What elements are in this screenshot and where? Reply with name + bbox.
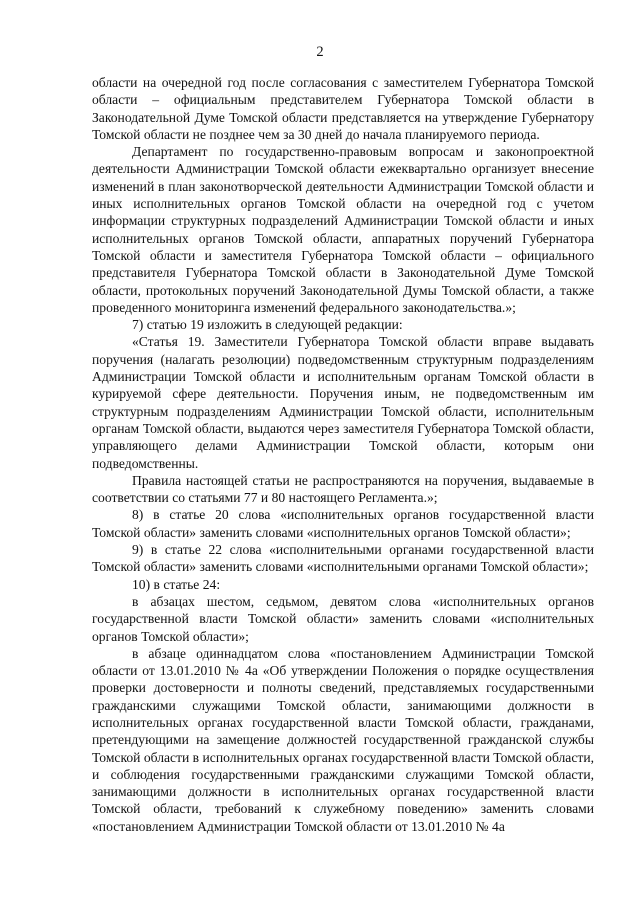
paragraph-article-19-rules: Правила настоящей статьи не распространяются на поручения, выдаваемые в соответствии со статьями 77 и 80 настоящего Регламента.»;: [92, 472, 594, 506]
paragraph-item-9: 9) в статье 22 слова «исполнительными органами государственной власти Томской области» заменить словами «исполнительными органами Томской области»;: [92, 542, 594, 575]
page-number: 2: [316, 44, 324, 60]
paragraph-item-10-abz-6-7-9: в абзацах шестом, седьмом, девятом слова «исполнительных органов государственной власти Томской области» заменить словами «исполнительных органов Томской области»;: [92, 593, 594, 644]
paragraph-item-7: 7) статью 19 изложить в следующей редакции:: [132, 317, 403, 333]
paragraph-article-19: «Статья 19. Заместители Губернатора Томской области вправе выдавать поручения (налагать резолюции) подведомственным структурным подразделениям Администрации Томской области и исполнительным органам Томской области в курируемой сфере деятельности. Поручения иным, не подведомственным им структурным подразделениям Администрации Томской области, исполнительным органам Томской области, выдаются через заместителя Губернатора Томской области, управляющего делами Администрации Томской области, которым они подведомственны.: [92, 334, 594, 471]
paragraph-continuation: области на очередной год после согласования с заместителем Губернатора Томской области – официальным представителем Губернатора Томской области в Законодательной Думе Томской области представляется на утверждение Губернатору Томской области не позднее чем за 30 дней до начала планируемого периода.: [92, 75, 594, 142]
paragraph-item-10: 10) в статье 24:: [132, 576, 221, 592]
paragraph-item-10-abz-11: в абзаце одиннадцатом слова «постановлением Администрации Томской области от 13.01.2010 № 4а «Об утверждении Положения о порядке осуществления проверки достоверности и полноты сведений, представляемых государственными гражданскими служащими Томской области, занимающими должности в исполнительных органах государственной власти Томской области, гражданами, претендующими на замещение должностей государственной гражданской службы Томской области в исполнительных органах государственной власти Томской области, и соблюдения государственными гражданскими служащими Томской области, занимающими должности в исполнительных органах государственной власти Томской области, требований к служебному поведению» заменить словами «постановлением Администрации Томской области от 13.01.2010 № 4а: [92, 645, 594, 834]
document-text-body: [92, 74, 594, 835]
paragraph-item-8: 8) в статье 20 слова «исполнительных органов государственной власти Томской области» заменить словами «исполнительных органов Томской области»;: [92, 507, 594, 540]
paragraph-department-planning: Департамент по государственно-правовым вопросам и законопроектной деятельности Администрации Томской области ежеквартально организует внесение изменений в план законотворческой деятельности Администрации Томской области и иных исполнительных органов Томской области на очередной год с учетом информации структурных подразделений Администрации Томской области и иных исполнительных органов Томской области, аппаратных поручений Губернатора Томской области и заместителя Губернатора Томской области – официального представителя Губернатора Томской области в Законодательной Думе Томской области, протокольных поручений Законодательной Думы Томской области, а также проведенного мониторинга изменений федерального законодательства.»;: [92, 144, 594, 315]
